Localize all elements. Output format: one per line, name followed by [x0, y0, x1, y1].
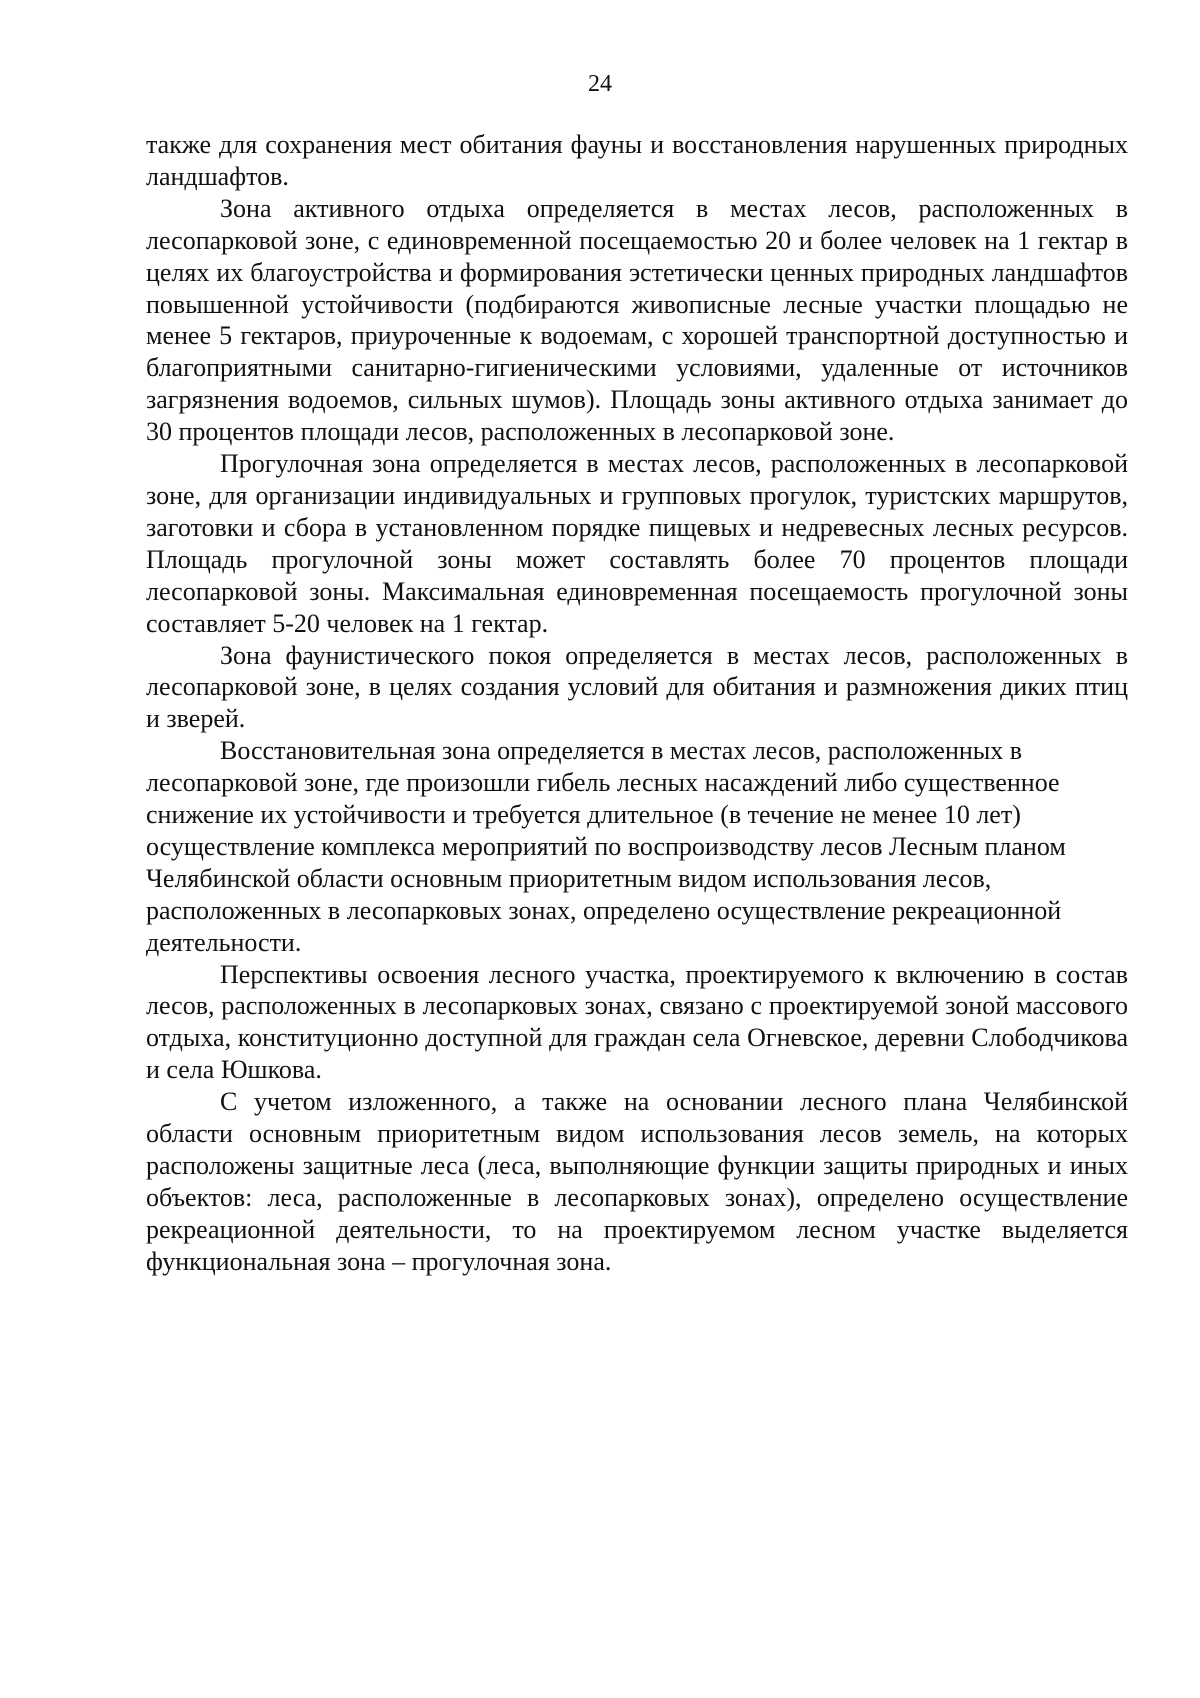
- document-body: [146, 129, 1128, 1278]
- paragraph-restoration-zone: Восстановительная зона определяется в местах лесов, расположенных в лесопарковой зоне, где произошли гибель лесных насаждений либо существенное снижение их устойчивости и требуется длительное (в течение не менее 10 лет) осуществление комплекса мероприятий по воспроизводству лесов Лесным планом Челябинской области основным приоритетным видом использования лесов, расположенных в лесопарковых зонах, определено осуществление рекреационной деятельности.: [146, 736, 1066, 957]
- paragraph-active-recreation-zone: Зона активного отдыха определяется в местах лесов, расположенных в лесопарковой зоне, с единовременной посещаемостью 20 и более человек на 1 гектар в целях их благоустройства и формирования эстетически ценных природных ландшафтов повышенной устойчивости (подбираются живописные лесные участки площадью не менее 5 гектаров, приуроченные к водоемам, с хорошей транспортной доступностью и благоприятными санитарно-гигиеническими условиями, удаленные от источников загрязнения водоемов, сильных шумов). Площадь зоны активного отдыха занимает до 30 процентов площади лесов, расположенных в лесопарковой зоне.: [146, 193, 1128, 447]
- paragraph-development-prospects: Перспективы освоения лесного участка, проектируемого к включению в состав лесов, расположенных в лесопарковых зонах, связано с проектируемой зоной массового отдыха, конституционно доступной для граждан села Огневское, деревни Слободчикова и села Юшкова.: [146, 959, 1128, 1085]
- paragraph-continuation: также для сохранения мест обитания фауны и восстановления нарушенных природных ландшафтов.: [146, 130, 1128, 191]
- page-number: 24: [588, 71, 612, 97]
- paragraph-conclusion: С учетом изложенного, а также на основании лесного плана Челябинской области основным приоритетным видом использования лесов земель, на которых расположены защитные леса (леса, выполняющие функции защиты природных и иных объектов: леса, расположенные в лесопарковых зонах), определено осуществление рекреационной деятельности, то на проектируемом лесном участке выделяется функциональная зона – прогулочная зона.: [146, 1087, 1128, 1276]
- paragraph-fauna-rest-zone: Зона фаунистического покоя определяется в местах лесов, расположенных в лесопарковой зоне, в целях создания условий для обитания и размножения диких птиц и зверей.: [146, 640, 1128, 734]
- paragraph-walking-zone: Прогулочная зона определяется в местах лесов, расположенных в лесопарковой зоне, для организации индивидуальных и групповых прогулок, туристских маршрутов, заготовки и сбора в установленном порядке пищевых и недревесных лесных ресурсов. Площадь прогулочной зоны может составлять более 70 процентов площади лесопарковой зоны. Максимальная единовременная посещаемость прогулочной зоны составляет 5-20 человек на 1 гектар.: [146, 449, 1128, 638]
